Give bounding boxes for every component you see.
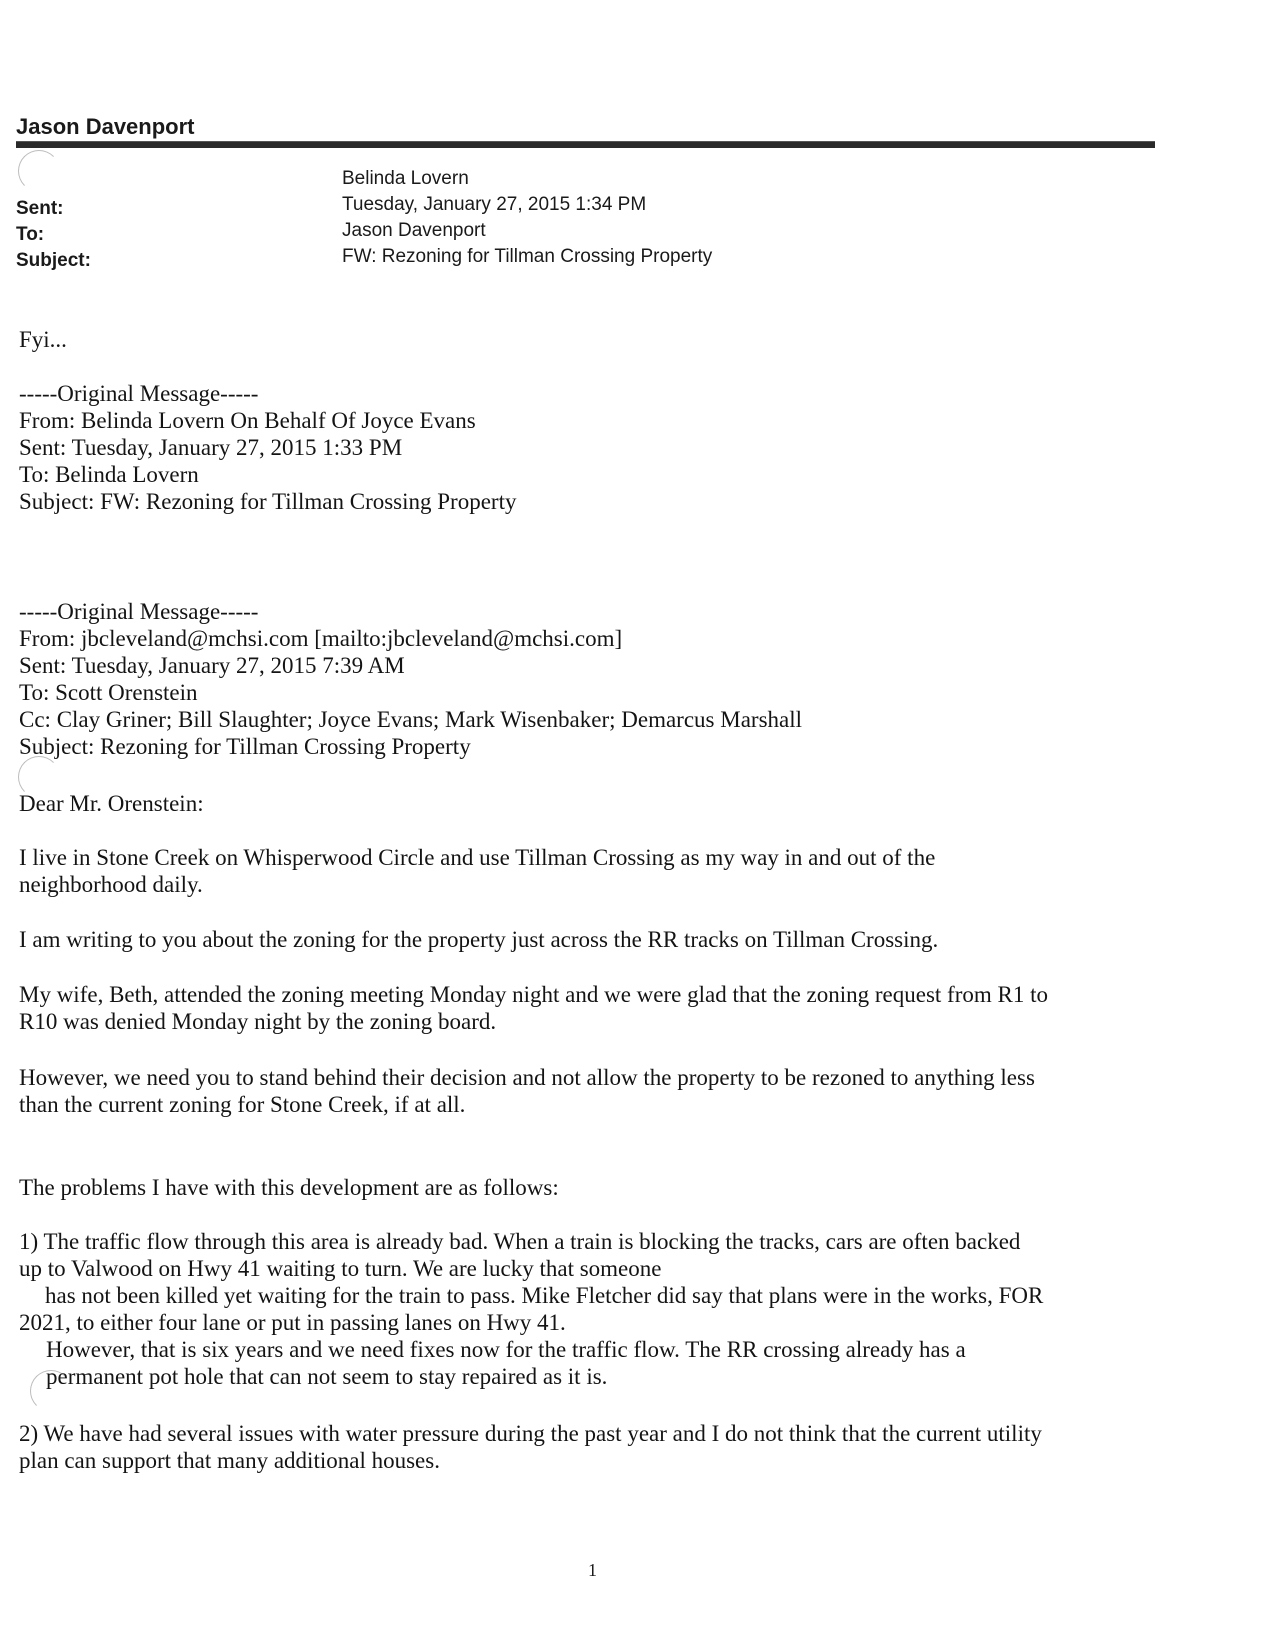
original-message-marker: -----Original Message-----: [19, 381, 259, 406]
paragraph: [19, 844, 1169, 898]
list-line: has not been killed yet waiting for the train to pass. Mike Fletcher did say that plans were in the works, FOR: [45, 1283, 1044, 1308]
list-item: [19, 1228, 1169, 1390]
page-number: 1: [588, 1560, 597, 1580]
paragraph: The problems I have with this development are as follows:: [19, 1175, 559, 1200]
paragraph-line: However, we need you to stand behind their decision and not allow the property to be rezoned to anything less: [19, 1065, 1035, 1090]
to-value: Jason Davenport: [342, 220, 486, 241]
paragraph-line: R10 was denied Monday night by the zoning board.: [19, 1009, 497, 1034]
list-line: 1) The traffic flow through this area is already bad. When a train is blocking the tracks, cars are often backed: [19, 1229, 1021, 1254]
fwd-subject-line: Subject: Rezoning for Tillman Crossing Property: [19, 734, 471, 759]
list-item: [19, 1420, 1169, 1474]
fwd-from-line: From: jbcleveland@mchsi.com [mailto:jbcleveland@mchsi.com]: [19, 626, 623, 651]
fwd-from-line: From: Belinda Lovern On Behalf Of Joyce Evans: [19, 408, 476, 433]
list-line: 2) We have had several issues with water pressure during the past year and I do not think that the current utility: [19, 1421, 1042, 1446]
paragraph-line: I live in Stone Creek on Whisperwood Circle and use Tillman Crossing as my way in and out of the: [19, 845, 936, 870]
fwd-sent-line: Sent: Tuesday, January 27, 2015 1:33 PM: [19, 435, 403, 460]
scan-artifact: [18, 150, 60, 192]
paragraph-line: neighborhood daily.: [19, 872, 203, 897]
mailbox-owner-name: Jason Davenport: [16, 114, 195, 139]
sent-value: Tuesday, January 27, 2015 1:34 PM: [342, 194, 647, 215]
paragraph-line: My wife, Beth, attended the zoning meeting Monday night and we were glad that the zoning request from R1 to: [19, 982, 1048, 1007]
paragraph: [19, 981, 1169, 1035]
fwd-sent-line: Sent: Tuesday, January 27, 2015 7:39 AM: [19, 653, 405, 678]
list-line: up to Valwood on Hwy 41 waiting to turn. We are lucky that someone: [19, 1256, 662, 1281]
greeting: Dear Mr. Orenstein:: [19, 791, 204, 816]
fwd-subject-line: Subject: FW: Rezoning for Tillman Crossing Property: [19, 489, 517, 514]
fwd-cc-line: Cc: Clay Griner; Bill Slaughter; Joyce Evans; Mark Wisenbaker; Demarcus Marshall: [19, 707, 803, 732]
list-line: 2021, to either four lane or put in passing lanes on Hwy 41.: [19, 1310, 566, 1335]
list-line: plan can support that many additional houses.: [19, 1448, 440, 1473]
subject-value: FW: Rezoning for Tillman Crossing Property: [342, 246, 713, 267]
sent-label: Sent:: [16, 198, 64, 219]
fyi-line: Fyi...: [19, 327, 67, 352]
header-divider: [16, 141, 1155, 148]
paragraph-line: than the current zoning for Stone Creek, if at all.: [19, 1092, 466, 1117]
forwarded-header-2: [19, 598, 1169, 760]
list-line: permanent pot hole that can not seem to stay repaired as it is.: [46, 1364, 608, 1389]
original-message-marker: -----Original Message-----: [19, 599, 259, 624]
to-label: To:: [16, 224, 45, 245]
fwd-to-line: To: Scott Orenstein: [19, 680, 198, 705]
paragraph: [19, 1064, 1169, 1118]
forwarded-header-1: [19, 380, 1169, 515]
subject-label: Subject:: [16, 250, 91, 271]
list-line: However, that is six years and we need fixes now for the traffic flow. The RR crossing already has a: [46, 1337, 966, 1362]
fwd-to-line: To: Belinda Lovern: [19, 462, 199, 487]
from-value: Belinda Lovern: [342, 168, 469, 189]
paragraph: I am writing to you about the zoning for the property just across the RR tracks on Tillman Crossing.: [19, 927, 939, 952]
